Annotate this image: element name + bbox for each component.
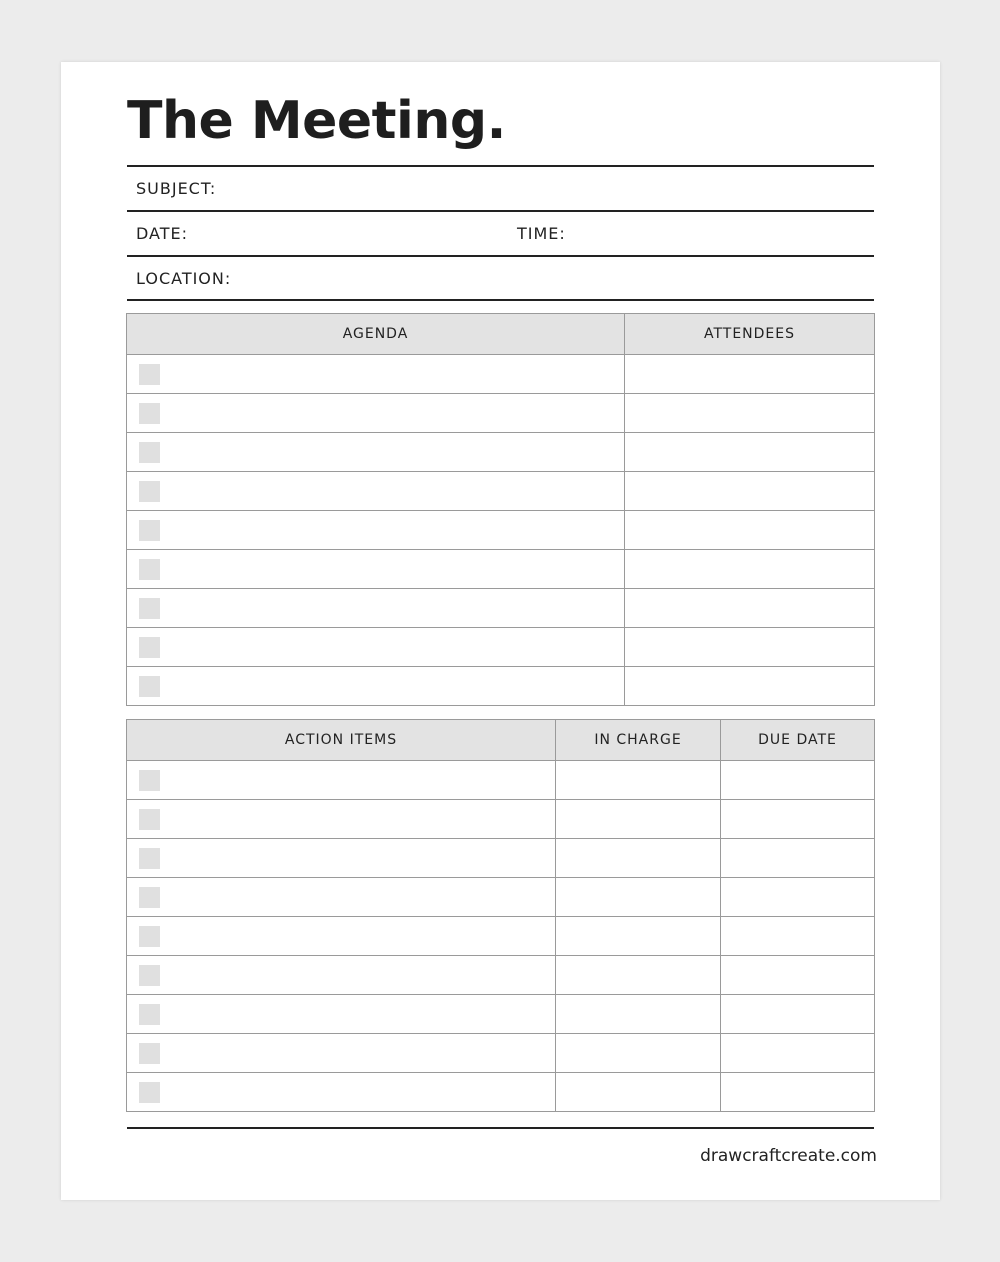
attendee-cell[interactable] xyxy=(625,472,875,511)
attendee-cell[interactable] xyxy=(625,628,875,667)
attendee-cell[interactable] xyxy=(625,394,875,433)
checkbox[interactable] xyxy=(139,637,160,658)
divider xyxy=(127,255,874,257)
due-date-cell[interactable] xyxy=(721,878,875,917)
checkbox[interactable] xyxy=(139,403,160,424)
checkbox[interactable] xyxy=(139,1082,160,1103)
table-row xyxy=(127,667,875,706)
attendee-cell[interactable] xyxy=(625,511,875,550)
agenda-cell[interactable] xyxy=(127,433,625,472)
table-row xyxy=(127,589,875,628)
table-row xyxy=(127,956,875,995)
due-date-cell[interactable] xyxy=(721,839,875,878)
in-charge-cell[interactable] xyxy=(556,839,721,878)
table-row xyxy=(127,995,875,1034)
checkbox[interactable] xyxy=(139,364,160,385)
action-item-cell[interactable] xyxy=(127,761,556,800)
action-item-cell[interactable] xyxy=(127,839,556,878)
action-item-cell[interactable] xyxy=(127,800,556,839)
table-row xyxy=(127,355,875,394)
in-charge-cell[interactable] xyxy=(556,995,721,1034)
time-label: TIME: xyxy=(517,224,566,243)
table-row xyxy=(127,511,875,550)
date-field[interactable] xyxy=(200,220,500,246)
location-label: LOCATION: xyxy=(136,269,232,288)
divider xyxy=(127,299,874,301)
agenda-cell[interactable] xyxy=(127,472,625,511)
location-field[interactable] xyxy=(250,265,870,291)
checkbox[interactable] xyxy=(139,559,160,580)
attendee-cell[interactable] xyxy=(625,355,875,394)
checkbox[interactable] xyxy=(139,676,160,697)
agenda-cell[interactable] xyxy=(127,589,625,628)
agenda-cell[interactable] xyxy=(127,394,625,433)
checkbox[interactable] xyxy=(139,598,160,619)
page-title: The Meeting. xyxy=(127,91,506,151)
action-items-table xyxy=(126,719,875,1112)
checkbox[interactable] xyxy=(139,770,160,791)
checkbox[interactable] xyxy=(139,926,160,947)
date-label: DATE: xyxy=(136,224,189,243)
attendee-cell[interactable] xyxy=(625,667,875,706)
agenda-cell[interactable] xyxy=(127,355,625,394)
in-charge-cell[interactable] xyxy=(556,1073,721,1112)
table-row xyxy=(127,917,875,956)
checkbox[interactable] xyxy=(139,1043,160,1064)
table-row xyxy=(127,761,875,800)
table-row xyxy=(127,839,875,878)
table-row xyxy=(127,800,875,839)
due-date-cell[interactable] xyxy=(721,917,875,956)
checkbox[interactable] xyxy=(139,520,160,541)
in-charge-cell[interactable] xyxy=(556,878,721,917)
table-row xyxy=(127,550,875,589)
checkbox[interactable] xyxy=(139,965,160,986)
checkbox[interactable] xyxy=(139,848,160,869)
agenda-table xyxy=(126,313,875,706)
action-item-cell[interactable] xyxy=(127,878,556,917)
divider xyxy=(127,210,874,212)
agenda-cell[interactable] xyxy=(127,628,625,667)
action-item-cell[interactable] xyxy=(127,1034,556,1073)
table-row xyxy=(127,878,875,917)
agenda-header: AGENDA xyxy=(127,314,625,355)
action-item-cell[interactable] xyxy=(127,917,556,956)
table-row xyxy=(127,394,875,433)
due-date-cell[interactable] xyxy=(721,761,875,800)
action-item-cell[interactable] xyxy=(127,995,556,1034)
in-charge-cell[interactable] xyxy=(556,917,721,956)
due-date-cell[interactable] xyxy=(721,1073,875,1112)
in-charge-cell[interactable] xyxy=(556,1034,721,1073)
attendee-cell[interactable] xyxy=(625,433,875,472)
agenda-cell[interactable] xyxy=(127,511,625,550)
table-row xyxy=(127,433,875,472)
due-date-header: DUE DATE xyxy=(721,720,875,761)
table-row xyxy=(127,628,875,667)
in-charge-cell[interactable] xyxy=(556,761,721,800)
table-row xyxy=(127,1034,875,1073)
table-row xyxy=(127,472,875,511)
in-charge-cell[interactable] xyxy=(556,800,721,839)
action-item-cell[interactable] xyxy=(127,1073,556,1112)
subject-field[interactable] xyxy=(230,175,870,201)
time-field[interactable] xyxy=(580,220,870,246)
agenda-cell[interactable] xyxy=(127,667,625,706)
footer-divider xyxy=(127,1127,874,1129)
due-date-cell[interactable] xyxy=(721,800,875,839)
checkbox[interactable] xyxy=(139,809,160,830)
in-charge-header: IN CHARGE xyxy=(556,720,721,761)
checkbox[interactable] xyxy=(139,1004,160,1025)
divider xyxy=(127,165,874,167)
action-item-cell[interactable] xyxy=(127,956,556,995)
checkbox[interactable] xyxy=(139,887,160,908)
due-date-cell[interactable] xyxy=(721,1034,875,1073)
in-charge-cell[interactable] xyxy=(556,956,721,995)
due-date-cell[interactable] xyxy=(721,956,875,995)
due-date-cell[interactable] xyxy=(721,995,875,1034)
subject-label: SUBJECT: xyxy=(136,179,217,198)
agenda-cell[interactable] xyxy=(127,550,625,589)
table-row xyxy=(127,1073,875,1112)
footer-url: drawcraftcreate.com xyxy=(700,1146,877,1166)
attendee-cell[interactable] xyxy=(625,589,875,628)
checkbox[interactable] xyxy=(139,481,160,502)
checkbox[interactable] xyxy=(139,442,160,463)
attendees-header: ATTENDEES xyxy=(625,314,875,355)
action-items-header: ACTION ITEMS xyxy=(127,720,556,761)
attendee-cell[interactable] xyxy=(625,550,875,589)
